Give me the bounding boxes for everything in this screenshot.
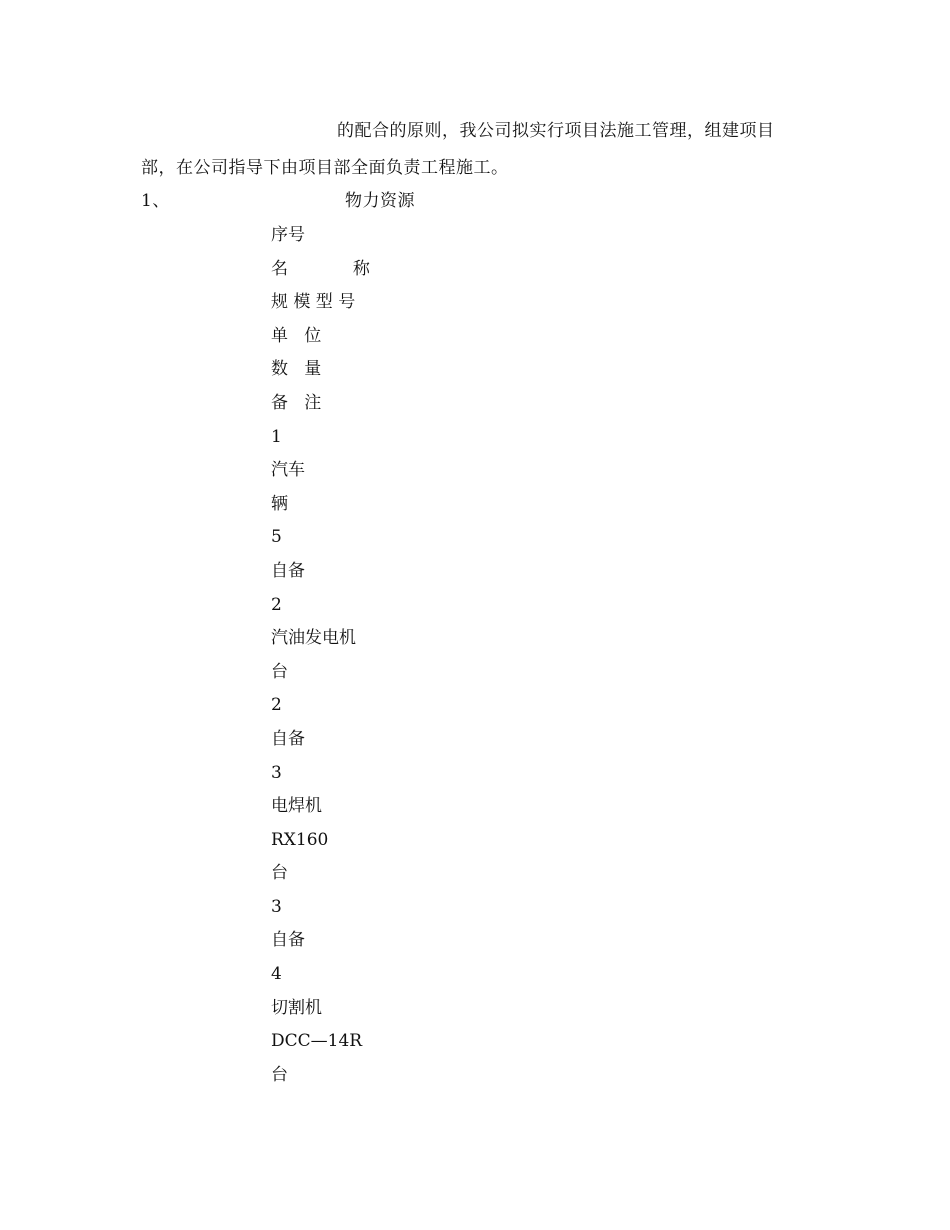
table-cell: 切割机 xyxy=(271,997,322,1018)
table-header-cell: 规 模 型 号 xyxy=(271,292,356,313)
table-header-cell: 名 称 xyxy=(271,258,370,279)
table-cell: 辆 xyxy=(271,493,288,514)
table-cell: 台 xyxy=(271,661,288,682)
table-cell: 自备 xyxy=(271,728,305,749)
table-header-cell: 序号 xyxy=(271,225,305,245)
section-number: 1、 xyxy=(141,191,170,211)
table-cell: 自备 xyxy=(271,930,305,951)
table-cell: DCC—14R xyxy=(271,1031,363,1052)
resource-table xyxy=(271,224,671,1097)
table-header-cell: 单 位 xyxy=(271,325,322,346)
table-cell: 台 xyxy=(271,1064,288,1085)
table-header-cell: 数 量 xyxy=(271,359,322,380)
table-cell: 3 xyxy=(271,896,282,917)
paragraph-line-2: 部，在公司指导下由项目部全面负责工程施工。 xyxy=(141,158,509,178)
table-cell: 自备 xyxy=(271,560,305,581)
table-cell: 3 xyxy=(271,762,282,783)
table-cell: 2 xyxy=(271,594,282,615)
table-cell: 电焊机 xyxy=(271,796,322,817)
table-cell: 汽车 xyxy=(271,460,305,481)
table-cell: 5 xyxy=(271,527,282,548)
table-cell: 4 xyxy=(271,964,282,985)
section-title: 物力资源 xyxy=(345,191,415,211)
table-header-cell: 备 注 xyxy=(271,392,322,413)
table-cell: 2 xyxy=(271,695,282,716)
table-cell: 汽油发电机 xyxy=(271,628,356,649)
table-cell: RX160 xyxy=(271,829,329,850)
table-cell: 台 xyxy=(271,863,288,884)
table-cell: 1 xyxy=(271,426,282,447)
paragraph-line-1: 的配合的原则，我公司拟实行项目法施工管理，组建项目 xyxy=(337,121,775,141)
